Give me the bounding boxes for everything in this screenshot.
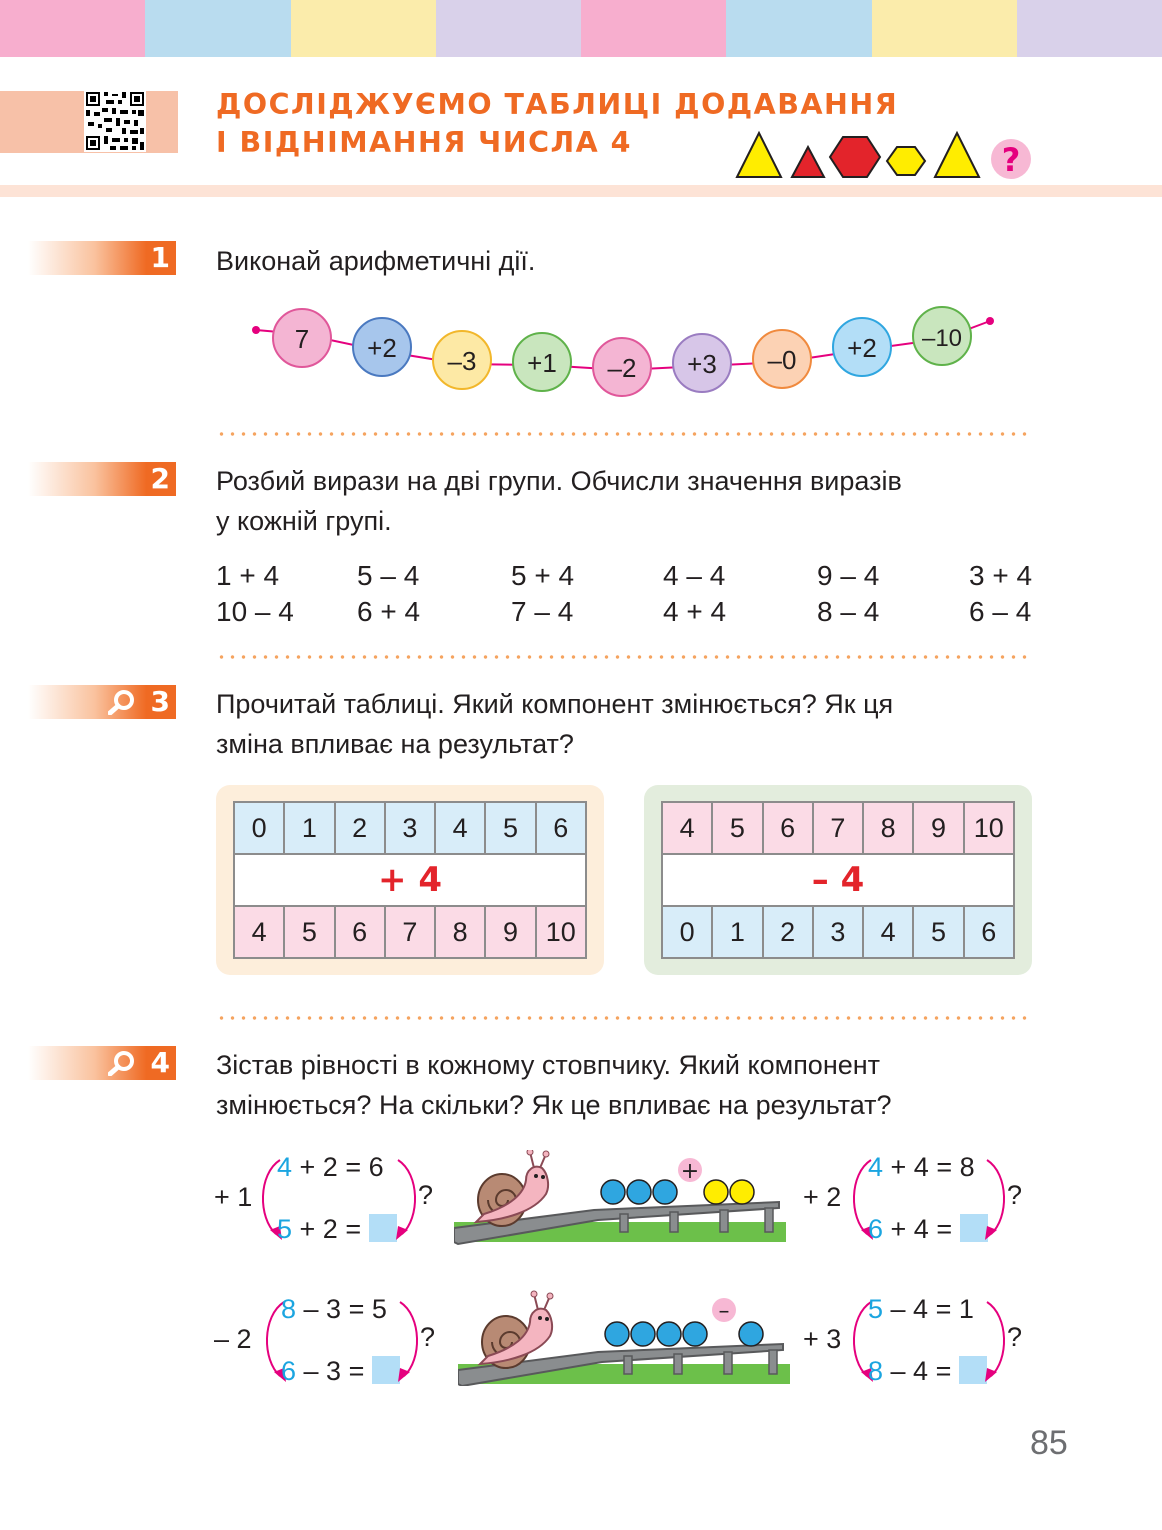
question-mark: ? [1001,141,1021,179]
task-2-text [216,461,1032,541]
task-2-number: 2 [150,462,170,495]
table-cell: 8 [435,906,485,958]
table-cell: 5 [712,802,762,854]
dotted-separator [216,655,1032,659]
task-3-number: 3 [150,685,170,718]
string-end-right [986,317,994,325]
equation-line [281,1294,387,1325]
table-cell: 3 [385,802,435,854]
table-cell: 0 [662,906,712,958]
expression: 5 + 4 [511,560,575,591]
table-cell: 4 [863,906,913,958]
table-cell: 4 [662,802,712,854]
task-2-marker [28,462,176,496]
table-cell: 6 [536,802,586,854]
task-1-text: Виконай арифметичні дії. [216,246,536,276]
top-color-stripes [0,0,1162,57]
expressions-row-1 [216,558,1036,594]
bead-chain [250,300,1010,410]
addition-table-bottom-row [234,906,586,958]
red-triangle-icon [792,147,824,177]
plus-sign: + [680,1159,700,1184]
answer-box[interactable] [369,1214,397,1242]
changed-number: 5 [868,1294,884,1324]
table-cell: 5 [913,906,963,958]
table-cell: 4 [435,802,485,854]
task-4-text-line-2: змінюється? На скільки? Як це впливає на результат? [216,1090,892,1120]
shift-label: + 2 [803,1182,842,1212]
dotted-separator [216,432,1032,436]
table-cell: 7 [385,906,435,958]
snail-icon [476,1150,549,1226]
task-2-text-line-1: Розбий вирази на дві групи. Обчисли значення виразів [216,466,902,496]
stripe-yellow [872,0,1017,57]
equation-line [868,1152,975,1183]
bead-4 [513,333,571,391]
equation-line [868,1356,987,1387]
changed-number: 6 [281,1356,297,1386]
equation-rest: – 3 = [296,1356,372,1386]
bead-7 [753,330,811,388]
task-3-marker [28,685,176,719]
stripe-pink [0,0,145,57]
bead-9-label: –10 [921,325,963,352]
equation-rest: – 4 = 1 [883,1294,974,1324]
expression: 8 – 4 [817,596,880,627]
subtraction-table-box [644,785,1032,975]
expression: 6 + 4 [357,596,421,627]
subtraction-table-operation-row [662,854,1014,906]
changed-number: 4 [277,1152,293,1182]
snail-slope-scene-2 [458,1290,790,1386]
magnifier-icon [108,1050,136,1076]
task-4-marker [28,1046,176,1080]
equation-line [277,1214,397,1245]
stripe-pink [581,0,726,57]
expression: 10 – 4 [216,596,294,627]
dotted-separator [216,1016,1032,1020]
string-end-left [252,326,260,334]
equation-rest: – 4 = [883,1356,959,1386]
bead-1-label: 7 [294,324,310,354]
table-cell: 1 [284,802,334,854]
task-4-text [216,1045,1032,1125]
yellow-triangle-icon [737,133,781,177]
bead-6 [673,334,731,392]
subtraction-table-top-row [662,802,1014,854]
equation-pair-b [803,1148,1033,1248]
equation-pair-d [803,1290,1033,1390]
expression: 9 – 4 [817,560,880,591]
yellow-triangle-icon [935,133,979,177]
table-cell: 8 [863,802,913,854]
expressions-row-2 [216,594,1036,630]
stripe-blue [145,0,290,57]
addition-table-box [216,785,604,975]
table-cell: 2 [335,802,385,854]
table-cell: 0 [234,802,284,854]
header-divider [0,185,1162,197]
changed-number: 4 [868,1152,884,1182]
table-cell: 6 [335,906,385,958]
bead-6-label: +3 [687,349,717,379]
equation-line [277,1152,384,1183]
question-mark: ? [418,1180,434,1210]
bead-5 [593,338,651,396]
task-1-marker [28,241,176,275]
bead-9 [913,307,971,365]
question-mark: ? [1007,1180,1023,1210]
table-cell: 5 [284,906,334,958]
snail-icon [480,1291,553,1368]
task-3-text-line-2: зміна впливає на результат? [216,729,574,759]
table-cell: 6 [763,802,813,854]
table-cell: 7 [813,802,863,854]
bead-8-label: +2 [847,333,877,363]
equation-rest: – 3 = 5 [296,1294,387,1324]
table-cell: 4 [234,906,284,958]
equation-line [868,1214,988,1245]
bead-4-label: +1 [527,348,557,378]
changed-number: 6 [868,1214,884,1244]
shift-label: – 2 [214,1324,252,1354]
bead-3-label: –3 [447,346,477,376]
shift-label: + 1 [214,1182,253,1212]
title-line-1: ДОСЛІДЖУЄМО ТАБЛИЦІ ДОДАВАННЯ [216,88,899,121]
table-cell: 2 [763,906,813,958]
table-cell: 9 [913,802,963,854]
equation-pair-a [214,1148,444,1248]
expression: 4 + 4 [663,596,727,627]
table-cell: 9 [485,906,535,958]
magnifier-icon [108,689,136,715]
bead-2 [353,318,411,376]
stripe-yellow [291,0,436,57]
expression: 4 – 4 [663,560,726,591]
bead-8 [833,318,891,376]
task-1-number: 1 [150,241,170,274]
expression: 1 + 4 [216,560,280,591]
expression: 5 – 4 [357,560,420,591]
bead-7-label: –0 [767,345,797,375]
operation-label: + 4 [234,854,586,906]
task-3-text [216,684,1032,764]
bead-2-label: +2 [367,333,397,363]
qr-code[interactable] [84,90,146,152]
table-cell: 1 [712,906,762,958]
task-4-number: 4 [150,1046,170,1079]
yellow-hexagon-icon [887,147,925,175]
stripe-lilac [1017,0,1162,57]
changed-number: 8 [868,1356,884,1386]
balls-row [605,1322,763,1346]
equation-rest: + 4 = 8 [883,1152,975,1182]
page-number: 85 [1030,1424,1068,1462]
expression: 6 – 4 [969,596,1032,627]
task-3-text-line-1: Прочитай таблиці. Який компонент змінюється? Як ця [216,689,894,719]
title-line-2: І ВІДНІМАННЯ ЧИСЛА 4 [216,126,632,159]
table-cell: 6 [964,906,1014,958]
subtraction-table [661,801,1015,959]
table-cell: 5 [485,802,535,854]
red-hexagon-icon [830,137,880,177]
equation-rest: + 4 = [883,1214,960,1244]
equation-pair-c [214,1290,444,1390]
qr-code-icon [84,90,146,152]
snail-slope-scene-1 [454,1150,786,1246]
addition-table [233,801,587,959]
table-cell: 10 [536,906,586,958]
question-mark: ? [420,1322,436,1352]
stripe-lilac [436,0,581,57]
bead-3 [433,331,491,389]
table-cell: 10 [964,802,1014,854]
addition-table-operation-row [234,854,586,906]
addition-table-top-row [234,802,586,854]
bead-5-label: –2 [607,353,637,383]
expression: 3 + 4 [969,560,1033,591]
changed-number: 5 [277,1214,293,1244]
question-mark: ? [1007,1322,1023,1352]
equation-rest: + 2 = [292,1214,369,1244]
expression: 7 – 4 [511,596,574,627]
equation-line [281,1356,400,1387]
balls-row [601,1180,754,1204]
task-4-text-line-1: Зістав рівності в кожному стовпчику. Який компонент [216,1050,881,1080]
task-2-text-line-2: у кожній групі. [216,506,392,536]
table-cell: 3 [813,906,863,958]
bead-1 [273,309,331,367]
subtraction-table-bottom-row [662,906,1014,958]
expressions-grid [216,558,1036,630]
minus-sign: – [718,1299,730,1324]
equation-rest: + 2 = 6 [292,1152,384,1182]
stripe-blue [726,0,871,57]
operation-label: – 4 [662,854,1014,906]
equation-line [868,1294,974,1325]
shift-label: + 3 [803,1324,842,1354]
changed-number: 8 [281,1294,297,1324]
geometric-shapes-row [735,130,1035,182]
